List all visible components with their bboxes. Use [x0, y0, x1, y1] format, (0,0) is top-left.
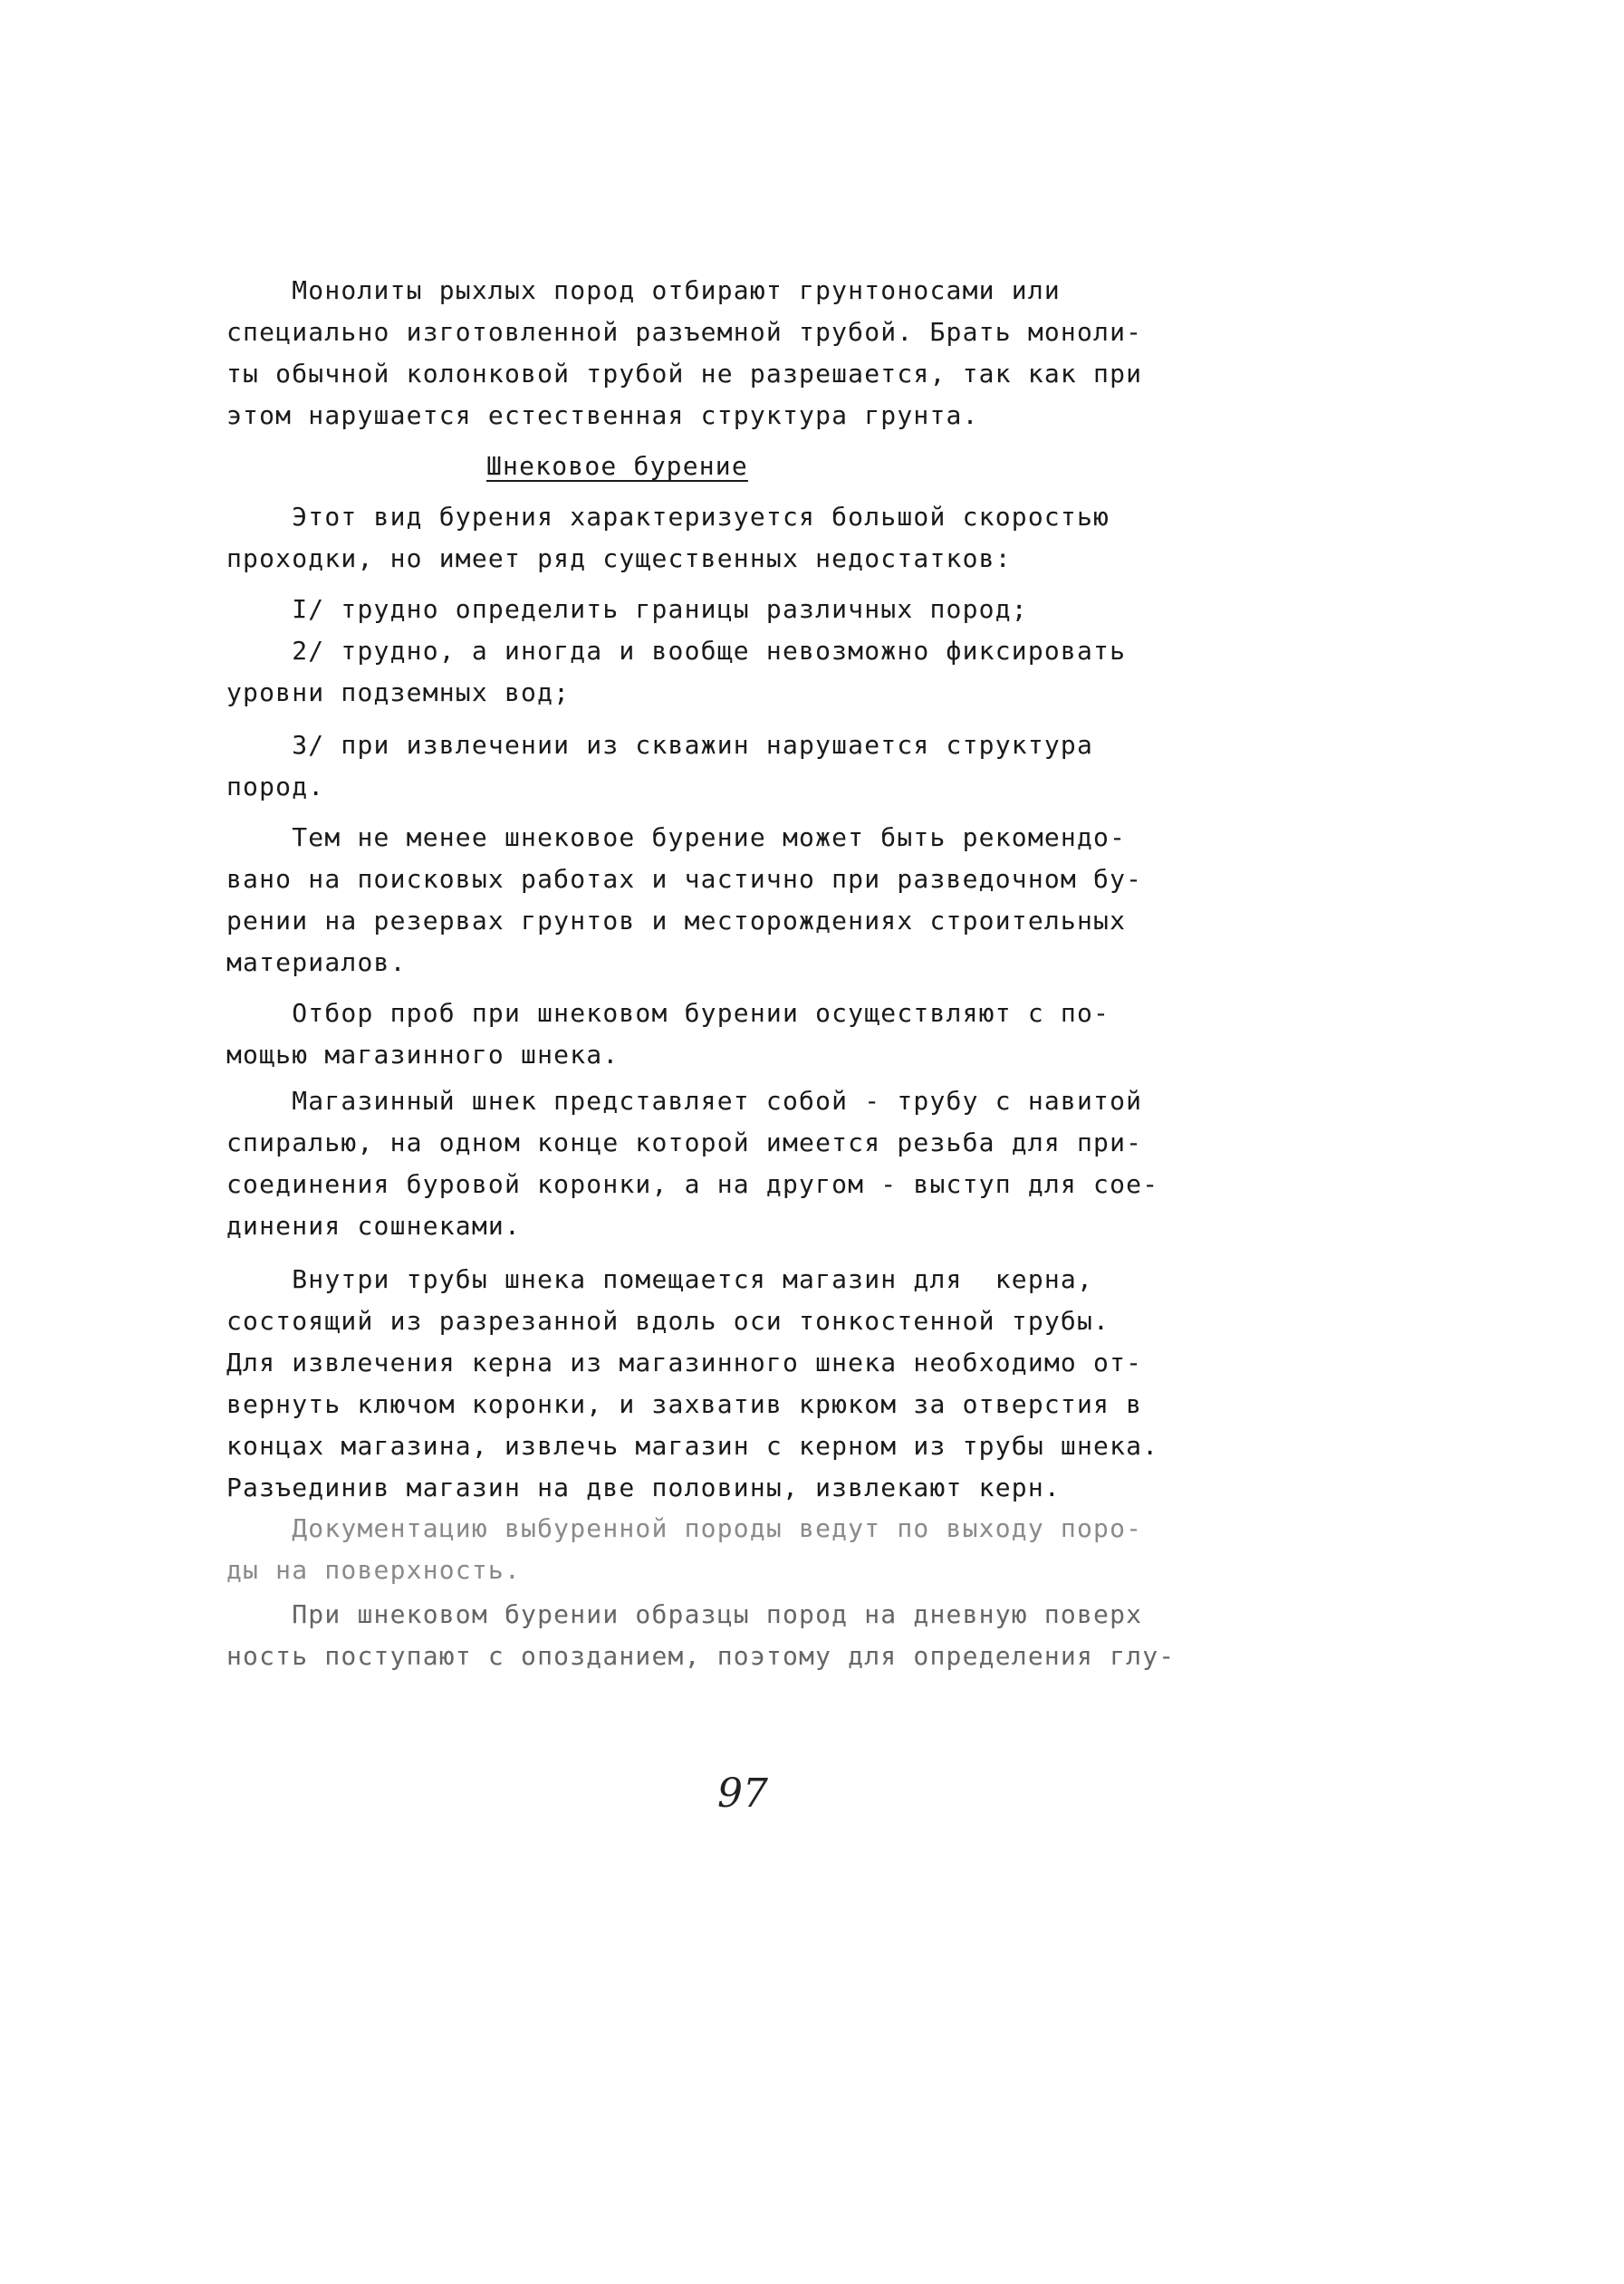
text-line: Отбор проб при шнековом бурении осуществляют с по- — [226, 998, 1110, 1028]
text-line: ность поступают с опозданием, поэтому для определения глу- — [226, 1641, 1176, 1671]
list-item: 2/ трудно, а иногда и вообще невозможно фиксировать — [226, 636, 1127, 666]
text-line: состоящий из разрезанной вдоль оси тонкостенной трубы. — [226, 1306, 1110, 1336]
paragraph-magazine-auger — [226, 1080, 1205, 1247]
list-item: I/ трудно определить границы различных пород; — [226, 594, 1028, 624]
text-line: специально изготовленной разъемной трубой. Брать моноли- — [226, 317, 1143, 347]
paragraph-sampling — [226, 993, 1205, 1076]
text-line: Тем не менее шнековое бурение может быть рекомендо- — [226, 822, 1127, 852]
list-item: 3/ при извлечении из скважин нарушается структура — [226, 730, 1094, 760]
text-line: материалов. — [226, 947, 407, 977]
text-line: динения сошнеками. — [226, 1211, 522, 1241]
text-line: соединения буровой коронки, а на другом - выступ для сое- — [226, 1169, 1159, 1199]
text-line: мощью магазинного шнека. — [226, 1040, 620, 1070]
text-line: рении на резервах грунтов и месторождениях строительных — [226, 906, 1127, 936]
text-line: Магазинный шнек представляет собой - трубу с навитой — [226, 1086, 1143, 1116]
text-line: спиралью, на одном конце которой имеется резьба для при- — [226, 1128, 1143, 1157]
page-number: 97 — [717, 1771, 768, 1817]
text-line: Разъединив магазин на две половины, извлекают керн. — [226, 1473, 1061, 1502]
text-line: Внутри трубы шнека помещается магазин для керна, — [226, 1264, 1094, 1294]
list-items-1-2 — [226, 589, 1205, 714]
text-line: вано на поисковых работах и частично при разведочном бу- — [226, 864, 1143, 894]
text-line: вернуть ключом коронки, и захватив крюком за отверстия в — [226, 1389, 1143, 1419]
text-line: ты обычной колонковой трубой не разрешается, так как при — [226, 359, 1143, 389]
text-line: уровни подземных вод; — [226, 677, 571, 707]
paragraph-recommendation — [226, 817, 1205, 984]
paragraph-documentation — [226, 1508, 1205, 1591]
paragraph-core-extraction — [226, 1259, 1205, 1509]
text-line: концах магазина, извлечь магазин с керном из трубы шнека. — [226, 1431, 1159, 1461]
text-line: Для извлечения керна из магазинного шнека необходимо от- — [226, 1348, 1143, 1377]
text-line: При шнековом бурении образцы пород на дневную поверх — [226, 1599, 1143, 1629]
text-line: Монолиты рыхлых пород отбирают грунтоносами или — [226, 275, 1061, 305]
text-line: этом нарушается естественная структура грунта. — [226, 400, 979, 430]
section-heading: Шнековое бурение — [486, 451, 748, 481]
text-line: Документацию выбуренной породы ведут по выходу поро- — [226, 1513, 1143, 1543]
list-item-3 — [226, 725, 1205, 808]
text-line: проходки, но имеет ряд существенных недостатков: — [226, 543, 1012, 573]
text-line: Этот вид бурения характеризуется большой скоростью — [226, 502, 1110, 532]
paragraph-intro — [226, 496, 1205, 580]
paragraph-sample-delay — [226, 1594, 1205, 1677]
text-line: пород. — [226, 772, 325, 801]
paragraph-monoliths — [226, 270, 1205, 437]
text-line: ды на поверхность. — [226, 1555, 522, 1585]
